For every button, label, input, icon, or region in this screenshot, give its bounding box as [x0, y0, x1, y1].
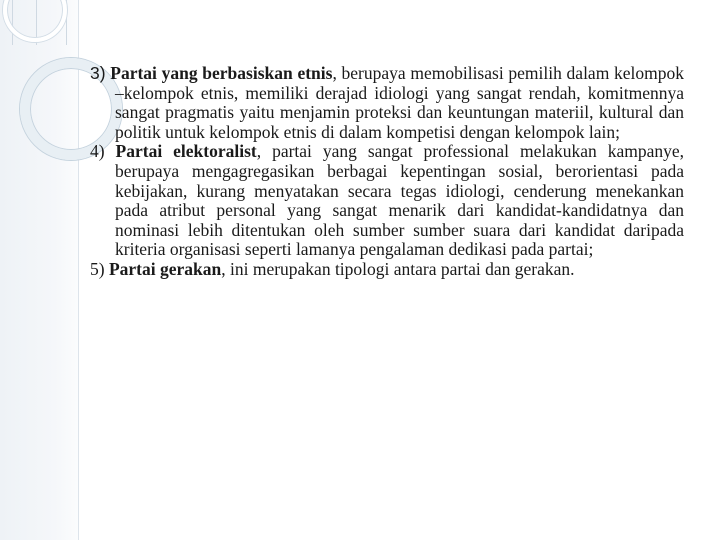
item-description: , berupaya memobilisasi pemilih dalam kelompok –kelompok etnis, memiliki derajad idiologi yang sangat rendah, komitmennya sangat pragmatis yaitu menjamin proteksi dan keuntungan materiil, kultural dan politik untuk kelompok etnis di dalam kompetisi dengan kelompok lain;: [115, 63, 684, 142]
slide-body: [90, 64, 684, 280]
item-number: 4): [90, 141, 105, 162]
item-number: 5): [90, 258, 105, 279]
list-item-5: [90, 260, 684, 280]
item-description: , ini merupakan tipologi antara partai dan gerakan.: [221, 258, 575, 279]
item-number: 3): [90, 63, 106, 83]
list-item-3: [90, 64, 684, 142]
item-description: , partai yang sangat professional melakukan kampanye, berupaya mengagregasikan berbagai kepentingan sosial, berorientasi pada kebijakan, kurang menyatakan secara tegas idiologi, cenderung menekankan pada atribut personal yang sangat menarik dari kandidat-kandidatnya dan nominasi lebih ditentukan oleh sumber sumber suara dari kandidat daripada kriteria organisasi seperti lamanya pengalaman dedikasi pada partai;: [115, 141, 685, 260]
item-term: Partai gerakan: [108, 258, 222, 279]
item-term: Partai yang berbasiskan etnis: [110, 63, 333, 83]
list-item-4: [90, 142, 684, 260]
item-term: Partai elektoralist: [115, 141, 257, 162]
